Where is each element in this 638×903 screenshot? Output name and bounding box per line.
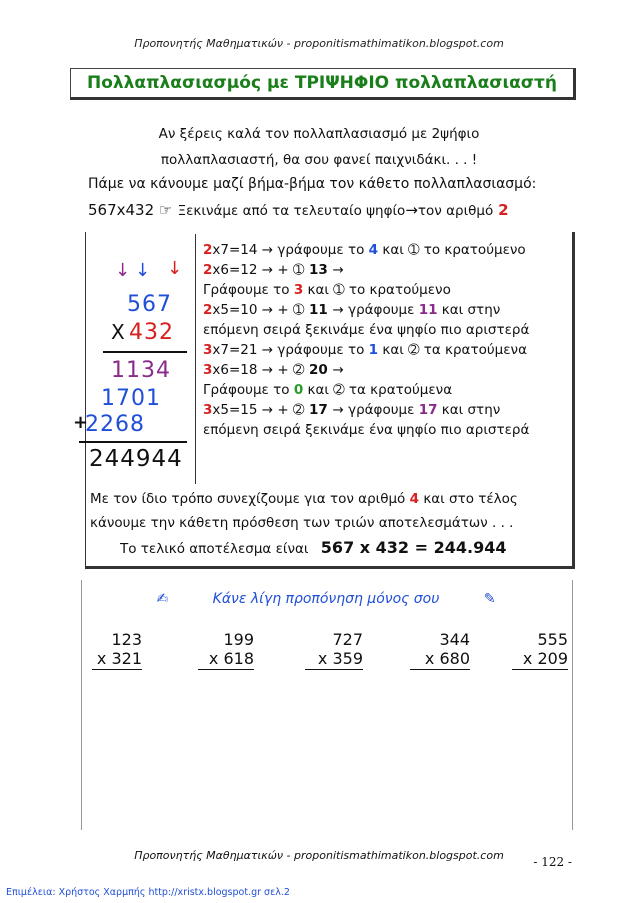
- final-label: Το τελικό αποτέλεσμα είναι: [120, 541, 309, 557]
- problem-top: 123: [111, 630, 142, 649]
- problem-top: 344: [439, 630, 470, 649]
- circled-one-icon: ➀: [292, 262, 305, 278]
- start-pointer-icon: ☞: [158, 201, 178, 219]
- step-line: 3x6=18 → + ➁ 20 →: [203, 362, 344, 378]
- circled-two-icon: ➁: [333, 382, 345, 398]
- step-line: επόμενη σειρά ξεκινάμε ένα ψηφίο πιο αριστερά: [203, 422, 530, 438]
- circled-two-icon: ➁: [292, 402, 305, 418]
- pencil-icon: ✎: [483, 591, 496, 607]
- practice-problem-5: [512, 630, 568, 670]
- circled-one-icon: ➀: [408, 242, 420, 258]
- steps-list: [203, 240, 569, 440]
- step-line: 2x7=14 → γράφουμε το 4 και ➀ το κρατούμενο: [203, 242, 526, 258]
- step-line: 3x7=21 → γράφουμε το 1 και ➁ τα κρατούμενα: [203, 342, 527, 358]
- arrow-down-blue-icon: ↓: [135, 260, 152, 281]
- arrow-right-icon: →: [261, 242, 274, 258]
- step-line: 3x5=15 → + ➁ 17 → γράφουμε 17 και στην: [203, 402, 501, 418]
- practice-area: [81, 580, 573, 830]
- times-sign: X: [111, 320, 126, 344]
- circled-one-icon: ➀: [292, 302, 305, 318]
- problem-top: 555: [537, 630, 568, 649]
- page-header: Προπονητής Μαθηματικών - proponitismathimatikon.blogspot.com: [134, 37, 504, 50]
- arrow-right-icon: →: [405, 201, 418, 219]
- practice-title-row: [81, 591, 571, 607]
- practice-problem-1: [92, 630, 142, 670]
- partial-product-2: 1701: [101, 386, 161, 411]
- credit-line: Επιμέλεια: Χρήστος Χαρμπής http://xristx.blogspot.gr σελ.2: [6, 887, 290, 898]
- step-line: Γράφουμε το 0 και ➁ τα κρατούμενα: [203, 382, 453, 398]
- step-line: 2x6=12 → + ➀ 13 →: [203, 262, 344, 278]
- arrow-right-icon: →: [261, 402, 274, 418]
- practice-problem-2: [198, 630, 254, 670]
- problem-top: 727: [332, 630, 363, 649]
- problem-bottom: x 321: [92, 649, 142, 670]
- problem-bottom: x 359: [305, 649, 363, 670]
- partial-product-3: 2268: [85, 412, 145, 437]
- multiplication-picture: [73, 234, 196, 484]
- arrow-right-icon: →: [332, 262, 344, 278]
- intro-line-2: πολλαπλασιαστή, θα σου φανεί παιχνιδάκι. . . !: [160, 152, 478, 168]
- practice-problem-3: [305, 630, 363, 670]
- final-value: 567 x 432 = 244.944: [320, 538, 507, 557]
- product-line: [103, 351, 187, 353]
- final-result: 244944: [89, 446, 183, 472]
- final-result-line: [120, 538, 506, 557]
- arrow-right-icon: →: [261, 262, 274, 278]
- arrow-right-icon: →: [261, 342, 274, 358]
- page-title: Πολλαπλασιασμός με ΤΡΙΨΗΦΙΟ πολλαπλασιαστή: [87, 73, 557, 93]
- arrow-right-icon: →: [332, 302, 344, 318]
- intro-line-3: Πάμε να κάνουμε μαζί βήμα-βήμα τον κάθετο πολλαπλασιασμό:: [88, 176, 537, 192]
- multiplicand: 567: [127, 292, 172, 317]
- practice-problem-4: [410, 630, 470, 670]
- step-line: επόμενη σειρά ξεκινάμε ένα ψηφίο πιο αριστερά: [203, 322, 530, 338]
- intro-problem: 567x432: [88, 201, 155, 219]
- intro-problem-line: [88, 201, 509, 219]
- step-line: Γράφουμε το 3 και ➀ το κρατούμενο: [203, 282, 451, 298]
- partial-product-1: 1134: [111, 358, 171, 383]
- arrow-right-icon: →: [261, 362, 274, 378]
- arrow-right-icon: →: [332, 402, 344, 418]
- circled-two-icon: ➁: [292, 362, 305, 378]
- multiplier: 432: [129, 320, 174, 345]
- conclusion-line-1: Με τον ίδιο τρόπο συνεχίζουμε για τον αριθμό 4 και στο τέλος: [90, 491, 518, 507]
- page-footer: Προπονητής Μαθηματικών - proponitismathimatikon.blogspot.com: [134, 849, 504, 862]
- circled-one-icon: ➀: [333, 282, 345, 298]
- title-box: [70, 68, 576, 100]
- start-text-b: τον αριθμό: [417, 203, 494, 219]
- sum-line: [79, 441, 187, 443]
- arrow-right-icon: →: [332, 362, 344, 378]
- arrow-down-red-icon: ↓: [167, 258, 184, 279]
- problem-top: 199: [223, 630, 254, 649]
- start-text-a: Ξεκινάμε από τα τελευταίο ψηφίο: [177, 203, 406, 219]
- start-digit: 2: [498, 201, 509, 219]
- problem-bottom: x 680: [410, 649, 470, 670]
- circled-two-icon: ➁: [408, 342, 420, 358]
- plus-sign: +: [73, 412, 90, 433]
- practice-title: Κάνε λίγη προπόνηση μόνος σου: [212, 591, 440, 607]
- pencil-icon: ✍: [156, 591, 169, 607]
- problem-bottom: x 209: [512, 649, 568, 670]
- problem-bottom: x 618: [198, 649, 254, 670]
- page-number: - 122 -: [533, 855, 572, 869]
- conclusion-line-2: κάνουμε την κάθετη πρόσθεση των τριών αποτελεσμάτων . . .: [90, 515, 514, 531]
- arrow-right-icon: →: [261, 302, 274, 318]
- step-line: 2x5=10 → + ➀ 11 → γράφουμε 11 και στην: [203, 302, 501, 318]
- intro-line-1: Αν ξέρεις καλά τον πολλαπλασιασμό με 2ψήφιο: [158, 126, 480, 142]
- arrow-down-purple-icon: ↓: [115, 260, 132, 281]
